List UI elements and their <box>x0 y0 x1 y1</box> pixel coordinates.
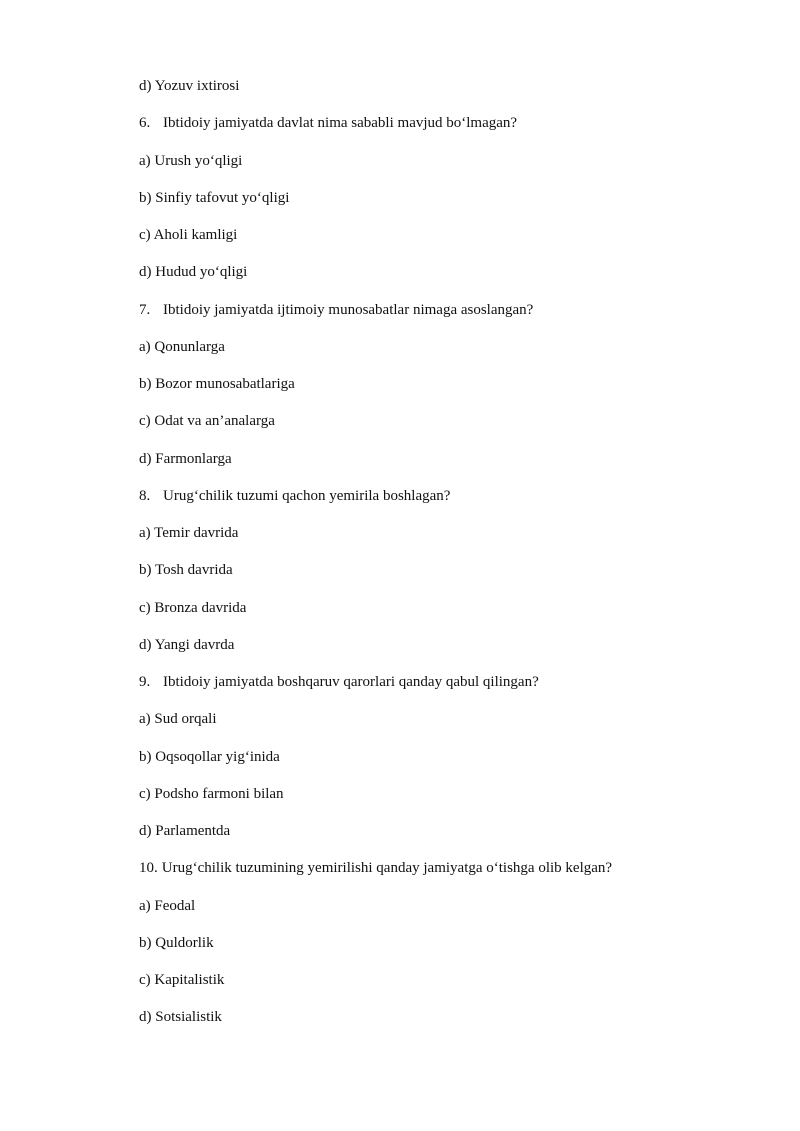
question-number: 8. <box>139 487 151 504</box>
option-9a: a) Sud orqali <box>139 711 217 728</box>
option-9b: b) Oqsoqollar yig‘inida <box>139 748 280 765</box>
option-8a: a) Temir davrida <box>139 525 239 541</box>
question-10 <box>139 858 759 895</box>
question-number: 10. <box>139 860 158 877</box>
question-text: Urug‘chilik tuzumining yemirilishi qanday jamiyatga o‘tishga olib kelgan? <box>161 860 613 877</box>
question-7 <box>139 300 759 337</box>
option-6c: c) Aholi kamligi <box>139 227 238 243</box>
question-text: Ibtidoiy jamiyatda davlat nima sababli mavjud bo‘lmagan? <box>163 115 518 132</box>
option-7b: b) Bozor munosabatlariga <box>139 376 295 392</box>
option-6d: d) Hudud yo‘qligi <box>139 264 248 281</box>
option-10d: d) Sotsialistik <box>139 1009 222 1026</box>
option-7a: a) Qonunlarga <box>139 338 225 355</box>
question-text: Ibtidoiy jamiyatda boshqaruv qarorlari qanday qabul qilingan? <box>163 674 539 690</box>
question-6 <box>139 113 759 150</box>
option-7d: d) Farmonlarga <box>139 450 232 467</box>
option-10a: a) Feodal <box>139 897 196 914</box>
question-number: 7. <box>139 301 151 318</box>
option-9d: d) Parlamentda <box>139 823 231 839</box>
option-6b: b) Sinfiy tafovut yo‘qligi <box>139 189 290 206</box>
option-8b: b) Tosh davrida <box>139 562 233 579</box>
question-number: 9. <box>139 674 151 690</box>
option-9c: c) Podsho farmoni bilan <box>139 785 284 802</box>
option-10b: b) Quldorlik <box>139 934 214 951</box>
quiz-content <box>139 76 759 1045</box>
question-text: Ibtidoiy jamiyatda ijtimoiy munosabatlar nimaga asoslangan? <box>163 301 534 318</box>
option-7c: c) Odat va an’analarga <box>139 413 275 430</box>
carryover-option: d) Yozuv ixtirosi <box>139 78 240 94</box>
question-8 <box>139 486 759 523</box>
option-10c: c) Kapitalistik <box>139 972 225 988</box>
question-text: Urug‘chilik tuzumi qachon yemirila boshlagan? <box>163 487 451 504</box>
option-6a: a) Urush yo‘qligi <box>139 152 243 169</box>
option-8d: d) Yangi davrda <box>139 636 235 653</box>
question-number: 6. <box>139 115 151 132</box>
option-8c: c) Bronza davrida <box>139 599 247 616</box>
question-9 <box>139 672 759 709</box>
